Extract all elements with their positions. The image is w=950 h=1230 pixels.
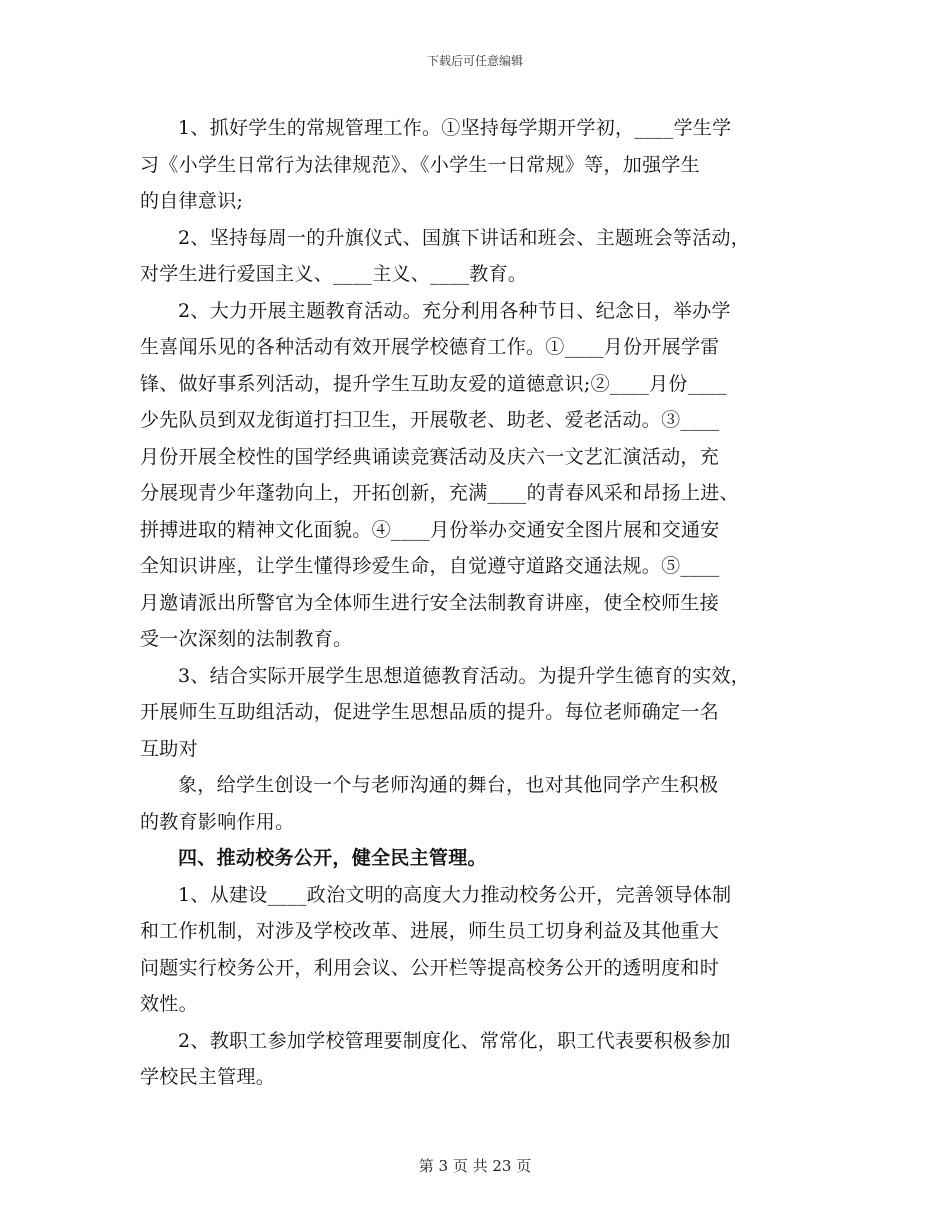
text-line: 月邀请派出所警官为全体师生进行安全法制教育讲座，使全校师生接: [140, 591, 720, 614]
text-line: 学校民主管理。: [140, 1066, 276, 1088]
text-line: 四、推动校务公开，健全民主管理。: [178, 847, 487, 869]
text-line: 全知识讲座，让学生懂得珍爱生命，自觉遵守道路交通法规。⑤____: [140, 555, 720, 577]
text-line: 效性。: [140, 993, 198, 1015]
text-line: 2、大力开展主题教育活动。充分利用各种节日、纪念日，举办学: [178, 299, 731, 322]
text-line: 少先队员到双龙街道打扫卫生，开展敬老、助老、爱老活动。③____: [140, 409, 720, 431]
text-line: 2、教职工参加学校管理要制度化、常常化，职工代表要积极参加: [178, 1029, 731, 1052]
page-footer: 第 3 页 共 23 页: [418, 1157, 532, 1175]
text-line: 月份开展全校性的国学经典诵读竞赛活动及庆六一文艺汇演活动，充: [140, 445, 720, 468]
page-header: 下载后可任意编辑: [426, 54, 523, 68]
text-line: 对学生进行爱国主义、____主义、____教育。: [140, 263, 528, 285]
text-line: 1、抓好学生的常规管理工作。①坚持每学期开学初，____学生学: [178, 117, 732, 139]
text-line: 分展现青少年蓬勃向上，开拓创新，充满____的青春风采和昂扬上进、: [140, 482, 739, 504]
text-line: 受一次深刻的法制教育。: [140, 628, 353, 650]
text-line: 1、从建设____政治文明的高度大力推动校务公开，完善领导体制: [178, 883, 732, 906]
text-line: 的教育影响作用。: [140, 810, 295, 833]
text-line: 的自律意识;: [140, 190, 244, 212]
text-line: 象，给学生创设一个与老师沟通的舞台，也对其他同学产生积极: [178, 774, 719, 796]
text-line: 生喜闻乐见的各种活动有效开展学校德育工作。①____月份开展学雷: [140, 336, 720, 358]
text-line: 锋、做好事系列活动，提升学生互助友爱的道德意识;②____月份____: [140, 372, 727, 395]
text-line: 习《小学生日常行为法律规范》、《小学生一日常规》等，加强学生: [140, 153, 701, 176]
text-line: 问题实行校务公开，利用会议、公开栏等提高校务公开的透明度和时: [140, 956, 720, 979]
text-line: 2、坚持每周一的升旗仪式、国旗下讲话和班会、主题班会等活动，: [178, 226, 751, 249]
text-line: 开展师生互助组活动，促进学生思想品质的提升。每位老师确定一名: [140, 701, 720, 723]
text-line: 互助对: [140, 737, 198, 760]
text-line: 和工作机制，对涉及学校改革、进展，师生员工切身利益及其他重大: [140, 920, 720, 942]
document-body: [140, 110, 810, 1096]
text-line: 3、结合实际开展学生思想道德教育活动。为提升学生德育的实效，: [178, 664, 751, 687]
text-line: 拼搏进取的精神文化面貌。④____月份举办交通安全图片展和交通安: [140, 518, 720, 541]
